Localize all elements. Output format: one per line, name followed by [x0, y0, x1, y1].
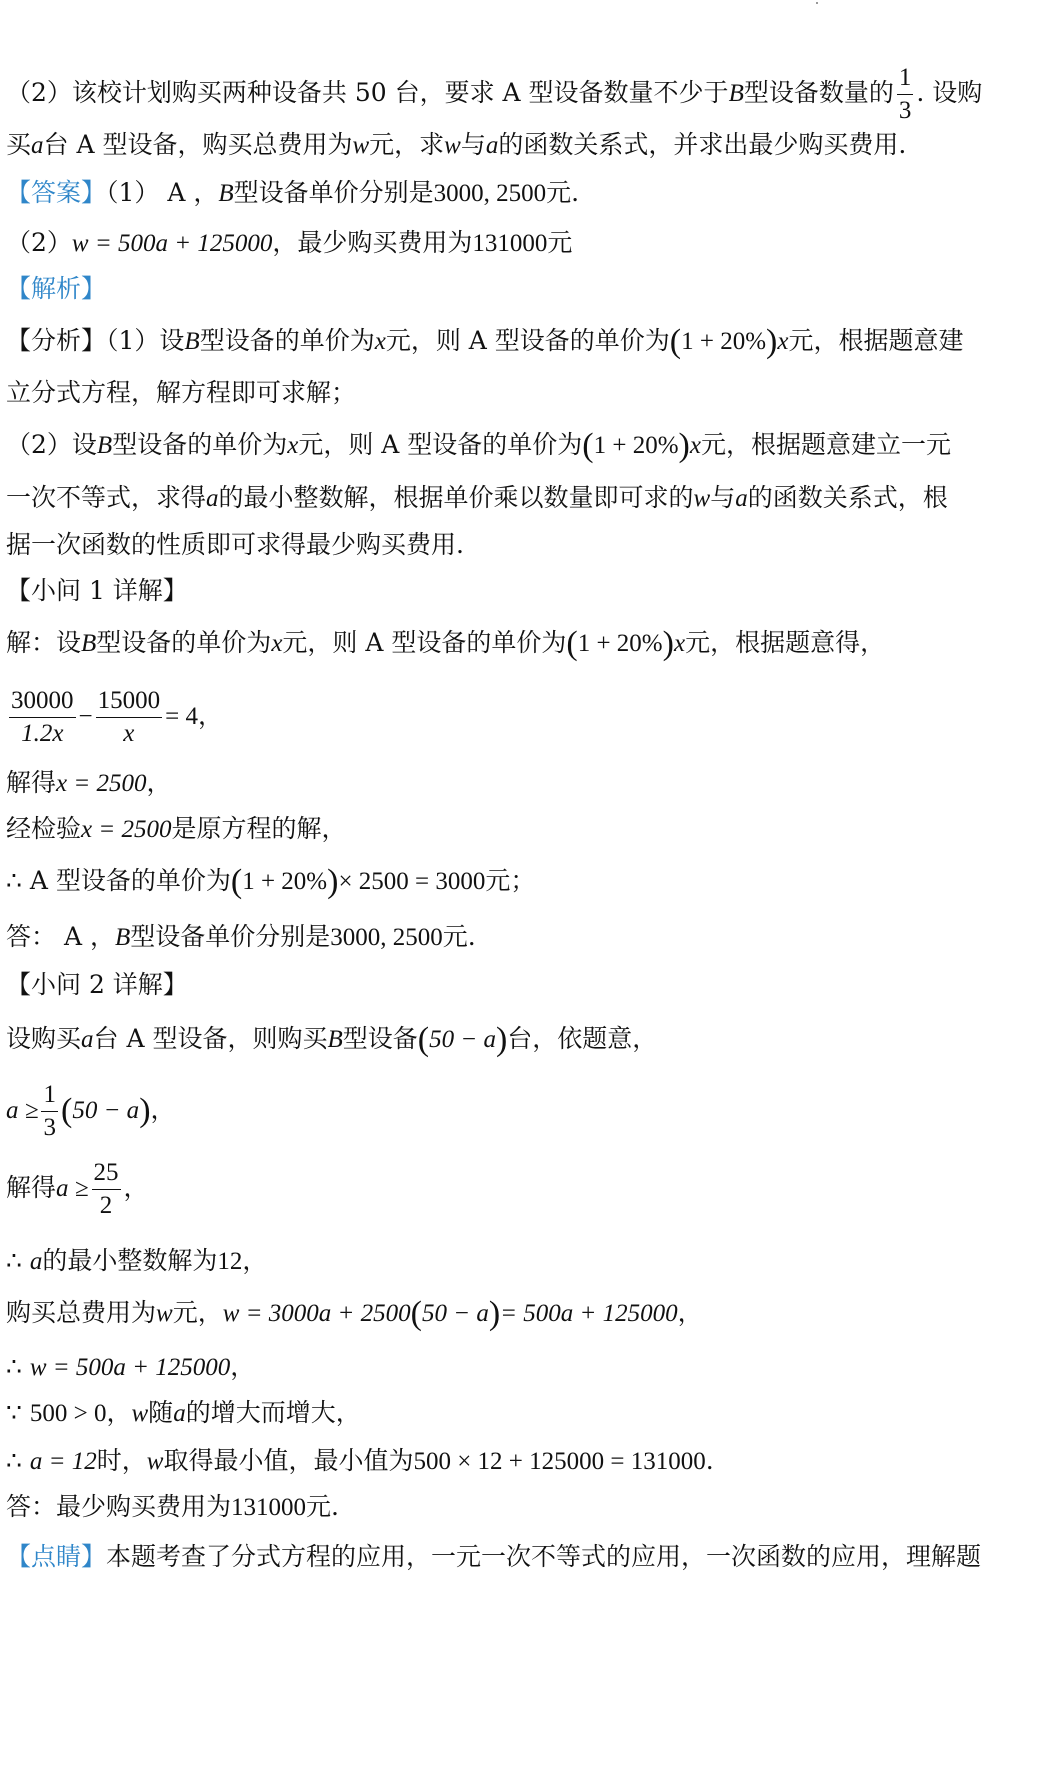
- scan-speck: [816, 2, 818, 4]
- therefore-sign: ∴: [6, 1446, 22, 1475]
- paren-close: ): [662, 625, 674, 662]
- numerator: 1: [43, 1081, 56, 1108]
- paren-open: (: [410, 1295, 422, 1332]
- text: 台，依题意，: [507, 1024, 658, 1053]
- text: （2）: [6, 228, 72, 257]
- sub2-inequality: [6, 1078, 1042, 1144]
- var-x: x: [777, 328, 789, 355]
- formula: x = 2500: [81, 816, 172, 843]
- text: 购买总费用为: [6, 1298, 157, 1327]
- var-b: B: [327, 1026, 343, 1053]
- text: 一次不等式，求得: [6, 483, 207, 512]
- text: 的增大而增大，: [185, 1398, 361, 1427]
- sub2-heading: 【小问 2 详解】: [6, 970, 188, 999]
- text: 元.: [306, 1492, 339, 1521]
- text: 元；: [485, 866, 536, 895]
- denominator: x: [96, 717, 163, 750]
- answer-line-1: [6, 176, 1042, 211]
- text: 买: [6, 130, 32, 159]
- expression: w = 3000a + 2500: [222, 1300, 411, 1327]
- expression: × 2500 = 3000: [338, 868, 486, 895]
- expression: = 500a + 125000: [500, 1300, 678, 1327]
- sub1-heading: 【小问 1 详解】: [6, 576, 188, 605]
- var-b: B: [81, 630, 97, 657]
- text: ，: [677, 1298, 703, 1327]
- var-a: a: [206, 485, 219, 512]
- text: 元，则 A 型设备的单价为: [298, 430, 583, 459]
- text: 元.: [546, 178, 580, 207]
- expression: 50 − a: [72, 1097, 140, 1124]
- sub2-min-integer: [6, 1244, 1042, 1279]
- therefore-sign: ∴: [6, 1352, 22, 1381]
- text: 解：设: [6, 628, 82, 657]
- number: 12: [217, 1248, 243, 1275]
- paren-close: ): [139, 1092, 151, 1129]
- sub1-equation: [6, 684, 1042, 750]
- text: 经检验: [6, 814, 82, 843]
- var-b: B: [114, 924, 131, 951]
- formula: w = 500a + 125000: [71, 230, 273, 257]
- paren-close: ): [678, 427, 690, 464]
- text: 型设备: [342, 1024, 418, 1053]
- expression: 1 + 20%: [242, 868, 328, 895]
- text: 的最小整数解为: [42, 1246, 218, 1275]
- text: 型设备的单价为: [199, 326, 375, 355]
- var-b: B: [96, 432, 113, 459]
- text: 解得: [6, 1173, 57, 1202]
- text: 元，根据题意建立一元: [700, 430, 951, 459]
- paren-open: (: [417, 1021, 430, 1058]
- formula: x = 2500: [56, 770, 147, 797]
- text: 取得最小值，最小值为: [163, 1446, 414, 1475]
- question-2-line-1: [6, 62, 1042, 127]
- text: 元: [547, 228, 573, 257]
- text: 型设备单价分别是: [233, 178, 434, 207]
- fraction-one-third: [41, 1079, 58, 1144]
- therefore-sign: ∴: [6, 1246, 22, 1275]
- expression: 50 − a: [429, 1026, 496, 1053]
- text: 的函数关系式，并求出最少购买费用.: [498, 130, 907, 159]
- numerator: 1: [898, 64, 912, 91]
- var-w: w: [352, 132, 370, 159]
- text: 元，: [172, 1298, 223, 1327]
- numerator: 30000: [11, 687, 74, 714]
- text: ，: [123, 1173, 149, 1202]
- number: 131000: [472, 230, 548, 257]
- text: 元，则 A 型设备的单价为: [385, 326, 670, 355]
- analysis-line-5: 据一次函数的性质即可求得最少购买费用.: [6, 530, 464, 559]
- equation-rhs: = 4，: [165, 703, 223, 730]
- var-b: B: [218, 180, 234, 207]
- text: 元，根据题意得，: [685, 628, 886, 657]
- analysis-line-4: [6, 481, 1042, 516]
- sub2-increasing: [6, 1396, 1042, 1431]
- question-2-line-2: [6, 128, 1042, 163]
- sub2-minimum: [6, 1444, 1042, 1479]
- analysis-line-3: [6, 428, 1042, 463]
- paren-open: (: [582, 427, 594, 464]
- text: .: [705, 1446, 714, 1475]
- analysis-tag: 【解析】: [6, 274, 107, 303]
- numerator: 15000: [97, 687, 161, 714]
- sub2-cost: [6, 1296, 1042, 1331]
- text: 台 A 型设备，购买总费用为: [43, 130, 353, 159]
- analysis-line-2: 立分式方程，解方程即可求解；: [6, 378, 357, 407]
- var-a: a: [81, 1026, 94, 1053]
- var-x: x: [673, 630, 686, 657]
- expression: 1 + 20%: [593, 432, 679, 459]
- text: （2）该校计划购买两种设备共 50 台，要求 A 型设备数量不少于: [6, 78, 729, 107]
- text: 是原方程的解，: [171, 814, 347, 843]
- text: 答： A ，: [6, 922, 115, 951]
- sub2-line-1: [6, 1022, 1042, 1057]
- text: （2）设: [6, 430, 97, 459]
- text: 时，: [96, 1446, 147, 1475]
- var-a: a: [29, 1248, 43, 1275]
- text: ，: [242, 1246, 268, 1275]
- minus-sign: −: [78, 703, 93, 730]
- expression: 1 + 20%: [577, 630, 663, 657]
- text: 随: [148, 1398, 174, 1427]
- sub1-solution: [6, 766, 1042, 801]
- expression: 500 × 12 + 125000 = 131000: [413, 1448, 706, 1475]
- text: 的函数关系式，根: [747, 483, 948, 512]
- paren-close: ): [488, 1295, 501, 1332]
- expression: 1 + 20%: [681, 328, 767, 355]
- expression: a = 12: [29, 1448, 97, 1475]
- var-w: w: [156, 1300, 173, 1327]
- text: ∴ A 型设备的单价为: [6, 866, 231, 895]
- expression: 50 − a: [421, 1300, 489, 1327]
- expression: a ≥: [6, 1097, 39, 1124]
- text: 型设备的单价为: [112, 430, 288, 459]
- text: ，: [150, 1095, 176, 1124]
- var-w: w: [131, 1400, 149, 1427]
- var-a: a: [485, 132, 499, 159]
- var-b: B: [184, 328, 200, 355]
- text: 答：最少购买费用为: [6, 1492, 232, 1521]
- fraction-25-over-2: [92, 1157, 121, 1222]
- text: 【分析】（1）设: [6, 326, 185, 355]
- text: 设购买: [6, 1024, 82, 1053]
- text: ，: [146, 768, 172, 797]
- because-sign: ∵: [6, 1398, 22, 1427]
- var-w: w: [146, 1448, 164, 1475]
- text: （1） A ，: [106, 178, 219, 207]
- var-a: a: [735, 485, 748, 512]
- sub2-function: [6, 1350, 1042, 1385]
- fraction-one-third: [897, 62, 914, 127]
- text: 元.: [442, 922, 476, 951]
- paren-close: ): [327, 863, 339, 900]
- sub2-answer: [6, 1490, 1042, 1525]
- formula: w = 500a + 125000: [29, 1354, 231, 1381]
- var-x: x: [374, 328, 386, 355]
- sub2-solution: [6, 1156, 1042, 1222]
- number: 131000: [231, 1494, 307, 1521]
- paren-open: (: [60, 1092, 73, 1129]
- paren-close: ): [495, 1021, 508, 1058]
- paren-open: (: [230, 863, 243, 900]
- number: 3000, 2500: [433, 180, 547, 207]
- expression: 500 > 0: [29, 1400, 107, 1427]
- paren-open: (: [669, 323, 682, 360]
- text: 解得: [6, 768, 57, 797]
- paren-close: ): [766, 323, 778, 360]
- fraction-30000-over-1.2x: [9, 685, 76, 750]
- denominator: 3: [41, 1111, 58, 1144]
- text: ，: [106, 1398, 132, 1427]
- text: 的最小整数解，根据单价乘以数量即可求的: [218, 483, 694, 512]
- text: ，最少购买费用为: [272, 228, 473, 257]
- sub1-check: [6, 812, 1042, 847]
- comment-line: [6, 1540, 1042, 1574]
- text: 本题考查了分式方程的应用，一元一次不等式的应用，一次函数的应用，理解题: [106, 1542, 982, 1571]
- expression: a ≥: [56, 1175, 89, 1202]
- text: 元，根据题意建: [788, 326, 964, 355]
- answer-line-2: [6, 226, 1042, 261]
- text: 型设备单价分别是: [130, 922, 331, 951]
- denominator: 2: [92, 1189, 121, 1222]
- number: 3000, 2500: [330, 924, 443, 951]
- text: 元，则 A 型设备的单价为: [282, 628, 567, 657]
- var-a: a: [31, 132, 44, 159]
- analysis-line-1: [6, 324, 1042, 359]
- text: . 设购: [916, 78, 983, 107]
- var-x: x: [271, 630, 283, 657]
- numerator: 25: [93, 1159, 119, 1186]
- var-x: x: [689, 432, 701, 459]
- var-w: w: [444, 132, 461, 159]
- comment-tag: 【点睛】: [6, 1542, 107, 1571]
- answer-tag: 【答案】: [6, 178, 107, 207]
- var-x: x: [287, 432, 299, 459]
- denominator: 3: [897, 94, 914, 127]
- text: 型设备数量的: [743, 78, 894, 107]
- text: 与: [710, 483, 736, 512]
- sub1-line-1: [6, 626, 1042, 661]
- sub1-result: [6, 864, 1042, 899]
- fraction-15000-over-x: [96, 685, 163, 750]
- denominator: 1.2x: [9, 717, 76, 750]
- var-b: B: [728, 80, 744, 107]
- var-w: w: [693, 485, 711, 512]
- text: 型设备的单价为: [96, 628, 272, 657]
- text: 与: [460, 130, 486, 159]
- sub1-answer: [6, 920, 1042, 955]
- text: ，: [230, 1352, 256, 1381]
- paren-open: (: [566, 625, 578, 662]
- var-a: a: [173, 1400, 186, 1427]
- text: 元，求: [369, 130, 445, 159]
- text: 台 A 型设备，则购买: [93, 1024, 328, 1053]
